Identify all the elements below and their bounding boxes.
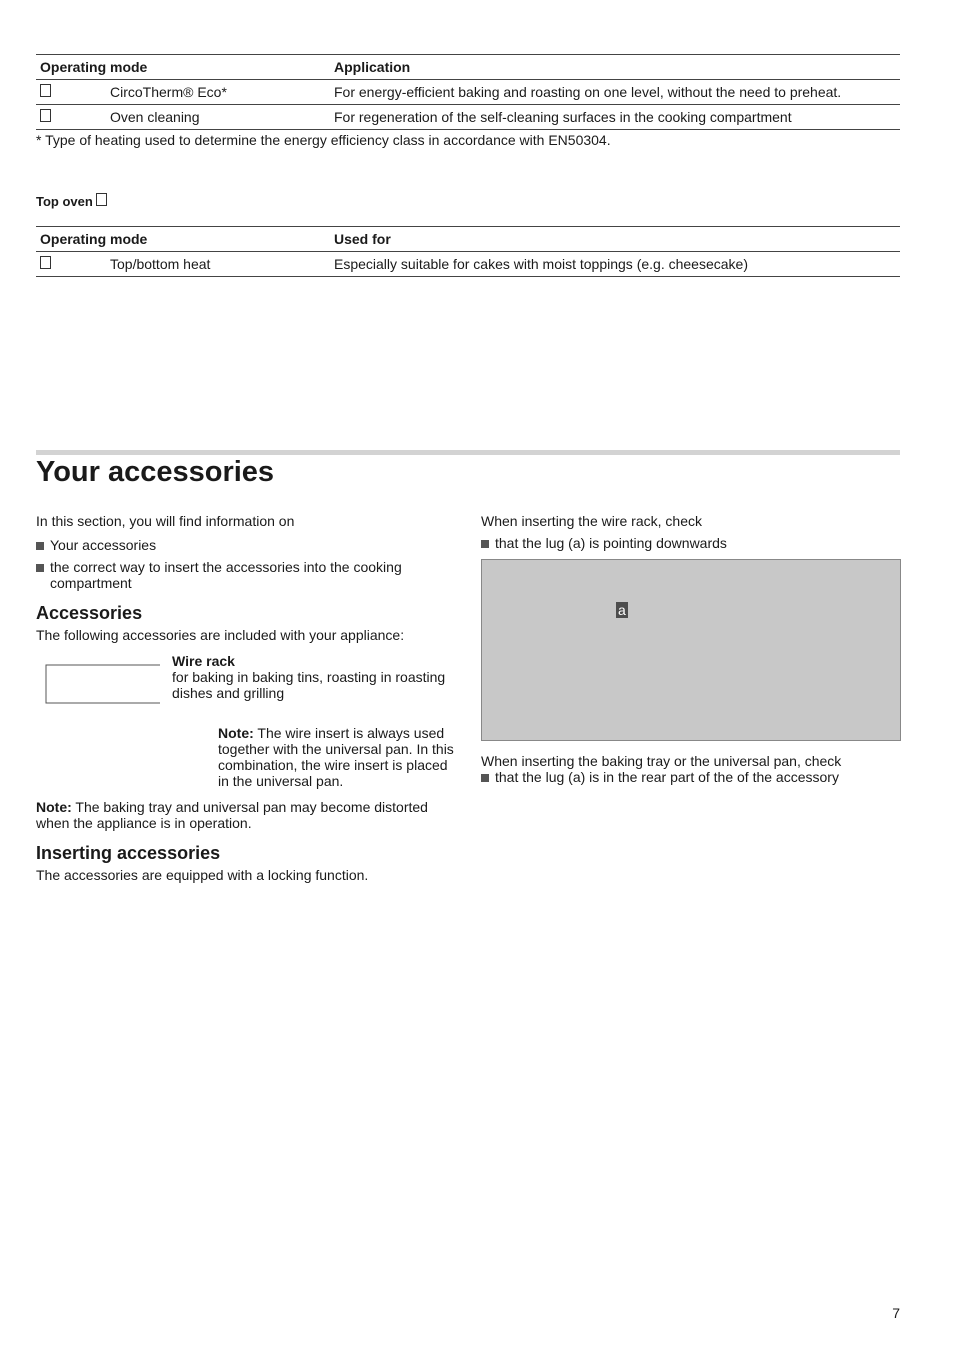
accessories-heading: Accessories <box>36 603 143 623</box>
left-column <box>36 513 456 883</box>
wire-rack-check-intro: When inserting the wire rack, check <box>481 513 702 529</box>
inserting-text: The accessories are equipped with a locking function. <box>36 867 369 883</box>
circotherm-eco-icon <box>40 84 51 97</box>
col-header-mode: Operating mode <box>36 55 330 80</box>
col-header-application: Application <box>330 55 900 80</box>
top-oven-heading: Top oven <box>36 193 107 209</box>
accessory-item <box>36 653 456 715</box>
mode-name: Oven cleaning <box>106 105 330 130</box>
oven-cleaning-icon <box>40 109 51 122</box>
top-oven-icon <box>96 193 107 206</box>
mode-name: Top/bottom heat <box>106 252 330 277</box>
inserting-heading: Inserting accessories <box>36 843 221 863</box>
operating-modes-table <box>36 54 900 148</box>
list-item: that the lug (a) is in the rear part of the of the accessory <box>481 769 901 785</box>
distortion-note: Note: The baking tray and universal pan may become distorted when the appliance is in operation. <box>36 799 428 831</box>
section-divider <box>36 450 900 455</box>
wire-rack-insertion-image <box>481 559 901 741</box>
col-header-used-for: Used for <box>330 227 900 252</box>
col-header-mode: Operating mode <box>36 227 330 252</box>
accessory-name: Wire rack <box>172 653 235 669</box>
mode-usage: Especially suitable for cakes with moist toppings (e.g. cheesecake) <box>330 252 900 277</box>
top-oven-table <box>36 226 900 277</box>
mode-application: For energy-efficient baking and roasting on one level, without the need to preheat. <box>330 80 900 105</box>
list-item: Your accessories <box>36 537 456 553</box>
bullet-icon <box>481 774 489 782</box>
bullet-icon <box>481 540 489 548</box>
page-number: 7 <box>892 1305 900 1321</box>
accessories-intro: The following accessories are included with your appliance: <box>36 627 405 643</box>
top-bottom-heat-icon <box>40 256 51 269</box>
section-title: Your accessories <box>36 456 275 488</box>
energy-footnote: * Type of heating used to determine the energy efficiency class in accordance with EN50304. <box>36 132 611 148</box>
bullet-icon <box>36 564 44 572</box>
list-item: that the lug (a) is pointing downwards <box>481 535 901 551</box>
mode-application: For regeneration of the self-cleaning surfaces in the cooking compartment <box>330 105 900 130</box>
mode-name: CircoTherm® Eco* <box>106 80 330 105</box>
table-row <box>36 80 900 105</box>
tray-check-intro: When inserting the baking tray or the universal pan, check <box>481 753 842 769</box>
insert-grid-note: Note: The wire insert is always used together with the universal pan. In this combination, the wire insert is placed in the universal pan. <box>218 725 454 789</box>
table-row <box>36 105 900 130</box>
wire-rack-image <box>36 653 160 715</box>
callout-label: a <box>618 602 626 618</box>
bullet-icon <box>36 542 44 550</box>
table-row <box>36 252 900 277</box>
right-column <box>481 513 901 791</box>
list-item: the correct way to insert the accessories into the cooking compartment <box>36 559 456 591</box>
intro-text: In this section, you will find information on <box>36 513 295 529</box>
accessory-description: for baking in baking tins, roasting in roasting dishes and grilling <box>172 669 446 701</box>
